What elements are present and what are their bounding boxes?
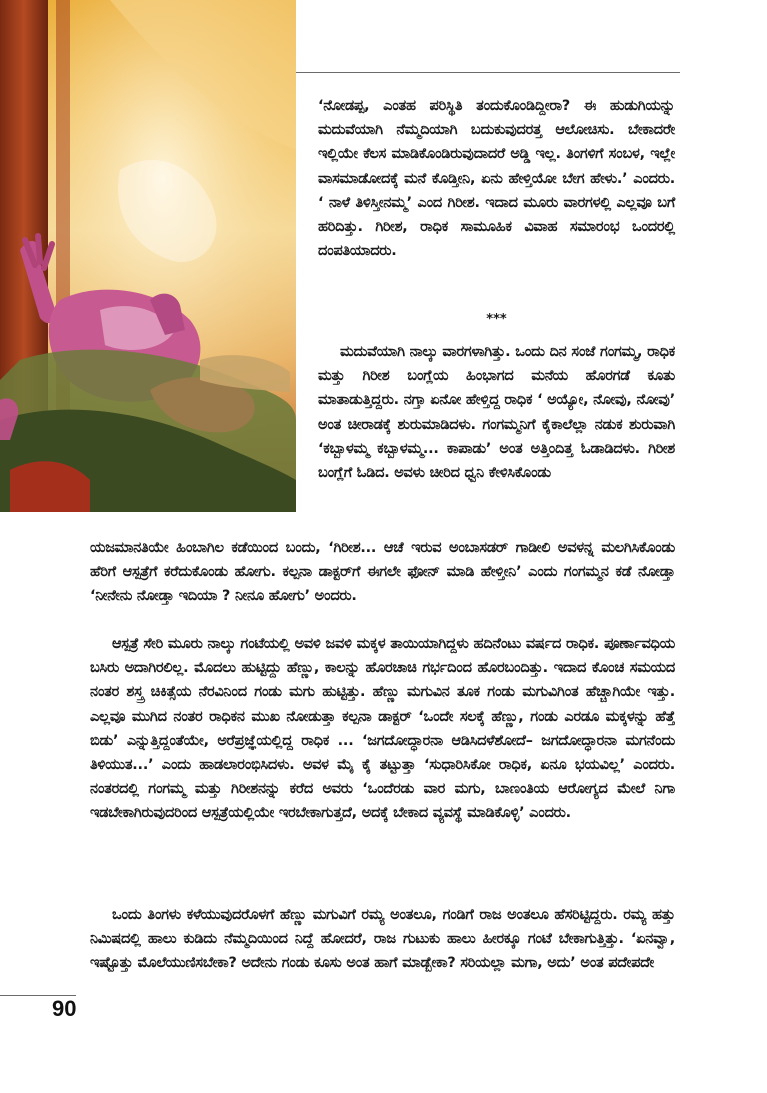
story-illustration bbox=[0, 0, 296, 512]
story-paragraph-2: ಮದುವೆಯಾಗಿ ನಾಲ್ಕು ವಾರಗಳಾಗಿತ್ತು. ಒಂದು ದಿನ ಸಂಜೆ ಗಂಗಮ್ಮ, ರಾಧಿಕ ಮತ್ತು ಗಿರೀಶ ಬಂಗ್ಲೆಯ ಹಿಂಭಾಗದ ಮನೆಯ ಹೊರಗಡೆ ಕೂತು ಮಾತಾಡುತ್ತಿದ್ದರು. ನಗ್ತಾ ಏನೋ ಹೇಳ್ತಿದ್ದ ರಾಧಿಕ ‘ ಅಯ್ಯೋ, ನೋವು, ನೋವು’ ಅಂತ ಚೀರಾಡಕ್ಕೆ ಶುರುಮಾಡಿದಳು. ಗಂಗಮ್ಮನಿಗೆ ಕೈಕಾಲೆಲ್ಲಾ ನಡುಕ ಶುರುವಾಗಿ ‘ಕಬ್ಬಾಳಮ್ಮ ಕಬ್ಬಾಳಮ್ಮ... ಕಾಪಾಡು’ ಅಂತ ಅತ್ತಿಂದಿತ್ತ ಓಡಾಡಿದಳು. ಗಿರೀಶ ಬಂಗ್ಲೆಗೆ ಓಡಿದ. ಅವಳು ಚೀರಿದ ಧ್ವನಿ ಕೇಳಿಸಿಕೊಂಡು bbox=[318, 344, 675, 482]
story-paragraph-1: ‘ನೋಡಪ್ಪ, ಎಂತಹ ಪರಿಸ್ಥಿತಿ ತಂದುಕೊಂಡಿದ್ದೀರಾ? ಈ ಹುಡುಗಿಯನ್ನು ಮದುವೆಯಾಗಿ ನೆಮ್ಮದಿಯಾಗಿ ಬದುಕುವುದರತ್ತ ಆಲೋಚಿಸು. ಬೇಕಾದರೇ ಇಲ್ಲಿಯೇ ಕೆಲಸ ಮಾಡಿಕೊಂಡಿರುವುದಾದರೆ ಅಡ್ಡಿ ಇಲ್ಲ. ತಿಂಗಳಿಗೆ ಸಂಬಳ, ಇಲ್ಲೇ ವಾಸಮಾಡೋದಕ್ಕೆ ಮನೆ ಕೊಡ್ತೀನಿ, ಏನು ಹೇಳ್ತಿಯೋ ಬೇಗ ಹೇಳು.’ ಎಂದರು. ‘ ನಾಳೆ ತಿಳಿಸ್ತೀನಮ್ಮ’ ಎಂದ ಗಿರೀಶ. ಇದಾದ ಮೂರು ವಾರಗಳಲ್ಲಿ ಎಲ್ಲವೂ ಬಗೆ ಹರಿದಿತ್ತು. ಗಿರೀಶ, ರಾಧಿಕ ಸಾಮೂಹಿಕ ವಿವಾಹ ಸಮಾರಂಭ ಒಂದರಲ್ಲಿ ದಂಪತಿಯಾದರು. bbox=[318, 98, 675, 260]
top-rule bbox=[296, 72, 680, 73]
section-separator: *** bbox=[486, 312, 507, 327]
page-number: 90 bbox=[52, 996, 77, 1021]
story-paragraph-5: ಒಂದು ತಿಂಗಳು ಕಳೆಯುವುದರೊಳಗೆ ಹೆಣ್ಣು ಮಗುವಿಗೆ ರಮ್ಯ ಅಂತಲೂ, ಗಂಡಿಗೆ ರಾಜ ಅಂತಲೂ ಹೆಸರಿಟ್ಟಿದ್ದರು. ರಮ್ಯ ಹತ್ತು ನಿಮಿಷದಲ್ಲಿ ಹಾಲು ಕುಡಿದು ನೆಮ್ಮದಿಯಿಂದ ನಿದ್ದೆ ಹೋದರೆ, ರಾಜ ಗುಟುಕು ಹಾಲು ಹೀರಕ್ಕೂ ಗಂಟೆ ಬೇಕಾಗುತ್ತಿತ್ತು. ‘ಏನವ್ವಾ, ಇಷ್ಟೊತ್ತು ಮೊಲೆಯುಣಿಸಬೇಕಾ? ಅದೇನು ಗಂಡು ಕೂಸು ಅಂತ ಹಾಗೆ ಮಾಡ್ಬೇಕಾ? ಸರಿಯಲ್ಲಾ ಮಗಾ, ಅದು’ ಅಂತ ಪದೇಪದೇ bbox=[90, 907, 675, 972]
story-paragraph-3: ಯಜಮಾನತಿಯೇ ಹಿಂಬಾಗಿಲ ಕಡೆಯಿಂದ ಬಂದು, ‘ಗಿರೀಶ... ಆಚೆ ಇರುವ ಅಂಬಾಸಡರ್ ಗಾಡೀಲಿ ಅವಳನ್ನ ಮಲಗಿಸಿಕೊಂಡು ಹೆರಿಗೆ ಆಸ್ಪತ್ರೆಗೆ ಕರೆದುಕೊಂಡು ಹೋಗು. ಕಲ್ಪನಾ ಡಾಕ್ಟರ್‌ಗೆ ಈಗಲೇ ಫೋನ್ ಮಾಡಿ ಹೇಳ್ತೀನಿ’ ಎಂದು ಗಂಗಮ್ಮನ ಕಡೆ ನೋಡ್ತಾ ‘ನೀನೇನು ನೋಡ್ತಾ ಇದಿಯಾ ? ನೀನೂ ಹೋಗು’ ಅಂದರು. bbox=[90, 540, 675, 605]
illustration-artwork bbox=[0, 0, 296, 512]
story-paragraph-4: ಆಸ್ಪತ್ರೆ ಸೇರಿ ಮೂರು ನಾಲ್ಕು ಗಂಟೆಯಲ್ಲಿ ಅವಳಿ ಜವಳಿ ಮಕ್ಕಳ ತಾಯಿಯಾಗಿದ್ದಳು ಹದಿನೆಂಟು ವರ್ಷದ ರಾಧಿಕ. ಪೂರ್ಣಾವಧಿಯ ಬಸಿರು ಅದಾಗಿರಲಿಲ್ಲ. ಮೊದಲು ಹುಟ್ಟಿದ್ದು ಹೆಣ್ಣು, ಕಾಲನ್ನು ಹೊರಚಾಚಿ ಗರ್ಭದಿಂದ ಹೊರಬಂದಿತ್ತು. ಇದಾದ ಕೊಂಚ ಸಮಯದ ನಂತರ ಶಸ್ತ್ರ ಚಿಕಿತ್ಸೆಯ ನೆರವಿನಿಂದ ಗಂಡು ಮಗು ಹುಟ್ಟಿತ್ತು. ಹೆಣ್ಣು ಮಗುವಿನ ತೂಕ ಗಂಡು ಮಗುವಿಗಿಂತ ಹೆಚ್ಚಾಗಿಯೇ ಇತ್ತು. ಎಲ್ಲವೂ ಮುಗಿದ ನಂತರ ರಾಧಿಕನ ಮುಖ ನೋಡುತ್ತಾ ಕಲ್ಪನಾ ಡಾಕ್ಟರ್ ‘ಒಂದೇ ಸಲಕ್ಕೆ ಹೆಣ್ಣು, ಗಂಡು ಎರಡೂ ಮಕ್ಕಳನ್ನು ಹೆತ್ತೆ ಬಿಡು’ ಎನ್ನುತ್ತಿದ್ದಂತೆಯೇ, ಅರೆಪ್ರಜ್ಞೆಯಲ್ಲಿದ್ದ ರಾಧಿಕ ... ‘ಜಗದೋದ್ಧಾರನಾ ಆಡಿಸಿದಳೆಶೋದೆ– ಜಗದೋದ್ಧಾರನಾ ಮಗನೆಂದು ತಿಳಿಯುತ...’ ಎಂದು ಹಾಡಲಾರಂಭಿಸಿದಳು. ಅವಳ ಮೈ ಕೈ ತಟ್ಟುತ್ತಾ ‘ಸುಧಾರಿಸಿಕೋ ರಾಧಿಕ, ಏನೂ ಭಯವಿಲ್ಲ’ ಎಂದರು. ನಂತರದಲ್ಲಿ ಗಂಗಮ್ಮ ಮತ್ತು ಗಿರೀಶನನ್ನು ಕರೆದ ಅವರು ‘ಒಂದೆರಡು ವಾರ ಮಗು, ಬಾಣಂತಿಯ ಆರೋಗ್ಯದ ಮೇಲೆ ನಿಗಾ ಇಡಬೇಕಾಗಿರುವುದರಿಂದ ಆಸ್ಪತ್ರೆಯಲ್ಲಿಯೇ ಇರಬೇಕಾಗುತ್ತದೆ, ಅದಕ್ಕೆ ಬೇಕಾದ ವ್ಯವಸ್ಥೆ ಮಾಡಿಕೊಳ್ಳಿ’ ಎಂದರು. bbox=[90, 636, 675, 822]
